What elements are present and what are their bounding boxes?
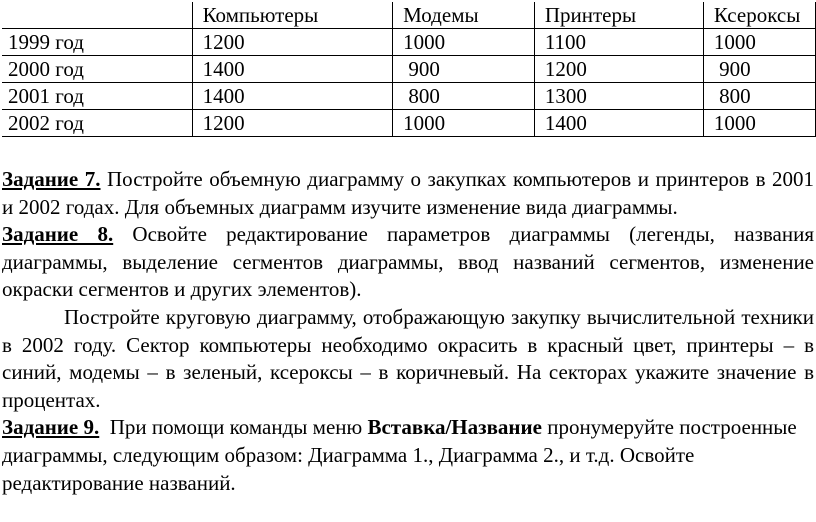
value-cell: 1400 bbox=[192, 56, 393, 83]
year-cell: 2001 год bbox=[2, 83, 192, 110]
year-cell: 2000 год bbox=[2, 56, 192, 83]
task-7-paragraph bbox=[2, 166, 814, 221]
value-cell: 1200 bbox=[534, 56, 703, 83]
task-9-text-after: пронумеруйте построенные диаграммы, следующим образом: Диаграмма 1., Диаграмма 2., и т.д. Освойте редактирование названий. bbox=[2, 415, 797, 495]
task-8-text-2: Постройте круговую диаграмму, отображающую закупку вычислительной техники в 2002 году. Сектор компьютеры необходимо окрасить в красный цвет, принтеры – в синий, модемы – в зеленый, ксероксы – в коричневый. На секторах укажите значение в процентах. bbox=[2, 304, 814, 412]
value-cell: 800 bbox=[393, 83, 535, 110]
year-cell: 2002 год bbox=[2, 110, 192, 137]
task-8-text: Освойте редактирование параметров диаграммы (легенды, названия диаграммы, выделение сегментов диаграммы, ввод названий сегментов, изменение окраски сегментов и других элементов). bbox=[2, 222, 815, 302]
value-cell: 1200 bbox=[192, 110, 393, 137]
value-cell: 1000 bbox=[703, 29, 815, 56]
value-cell: 1000 bbox=[703, 110, 815, 137]
table-row bbox=[2, 29, 816, 56]
value-cell: 1000 bbox=[393, 110, 535, 137]
value-cell: 800 bbox=[703, 83, 815, 110]
header-cell-copiers: Ксероксы bbox=[703, 2, 815, 29]
table-header-row bbox=[2, 2, 816, 29]
table-row bbox=[2, 83, 816, 110]
value-cell: 1200 bbox=[192, 29, 393, 56]
value-cell: 1100 bbox=[534, 29, 703, 56]
task-8-paragraph-2 bbox=[2, 304, 814, 414]
value-cell: 1400 bbox=[534, 110, 703, 137]
value-cell: 1300 bbox=[534, 83, 703, 110]
value-cell: 1000 bbox=[393, 29, 535, 56]
value-cell: 1400 bbox=[192, 83, 393, 110]
value-cell: 900 bbox=[703, 56, 815, 83]
header-cell-computers: Компьютеры bbox=[192, 2, 393, 29]
task-7-label: Задание 7. bbox=[2, 167, 101, 191]
header-cell-printers: Принтеры bbox=[534, 2, 703, 29]
year-cell: 1999 год bbox=[2, 29, 192, 56]
tasks-text bbox=[2, 166, 814, 497]
task-8-label: Задание 8. bbox=[2, 222, 114, 247]
header-cell-empty bbox=[2, 2, 192, 29]
purchases-table bbox=[2, 2, 816, 137]
task-7-text: Постройте объемную диаграмму о закупках компьютеров и принтеров в 2001 и 2002 годах. Для объемных диаграмм изучите изменение вида диаграммы. bbox=[2, 167, 815, 219]
task-8-paragraph bbox=[2, 221, 814, 304]
value-cell: 900 bbox=[393, 56, 535, 83]
table-row bbox=[2, 56, 816, 83]
table-row bbox=[2, 110, 816, 137]
task-9-text-before: При помощи команды меню bbox=[99, 415, 368, 440]
task-9-label: Задание 9. bbox=[2, 415, 100, 440]
header-cell-modems: Модемы bbox=[393, 2, 535, 29]
menu-command: Вставка/Название bbox=[367, 415, 542, 440]
task-9-paragraph bbox=[2, 414, 814, 497]
